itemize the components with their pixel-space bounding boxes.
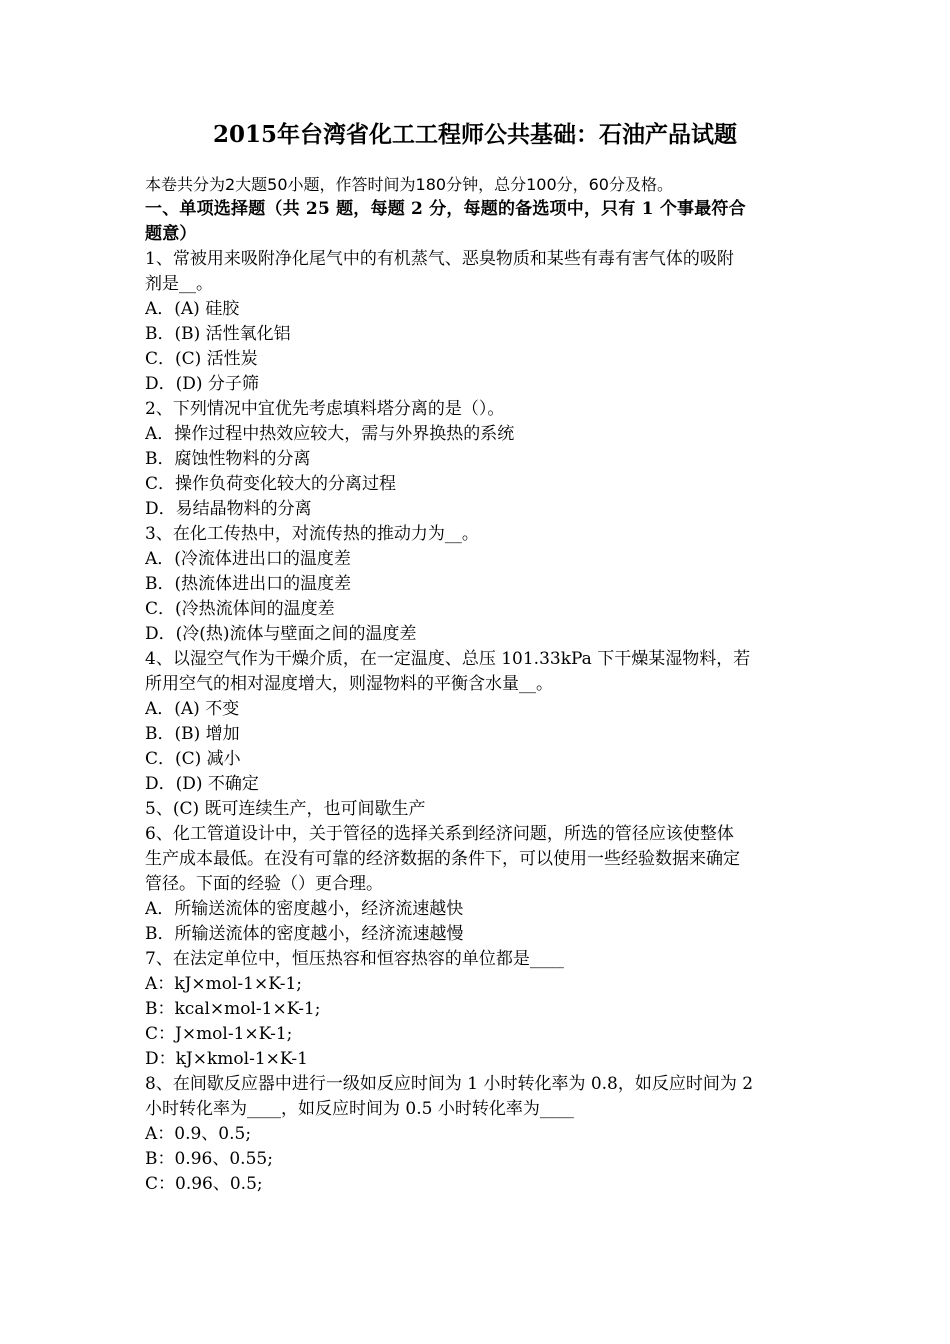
option-line: B：0.96、0.55;: [145, 1149, 273, 1169]
option-line: B．(热流体进出口的温度差: [145, 574, 352, 594]
question-line: 8、在间歇反应器中进行一级如反应时间为 1 小时转化率为 0.8，如反应时间为 2: [145, 1074, 754, 1094]
option-line: C：J×mol-1×K-1;: [145, 1024, 293, 1044]
question-line: 5、(C) 既可连续生产，也可间歇生产: [145, 799, 426, 819]
option-line: A．所输送流体的密度越小，经济流速越快: [145, 899, 464, 919]
question-line: 所用空气的相对湿度增大，则湿物料的平衡含水量__。: [145, 674, 553, 694]
option-line: A．(冷流体进出口的温度差: [145, 549, 351, 569]
option-line: B．(B) 活性氧化铝: [145, 324, 291, 344]
option-line: C．(C) 活性炭: [145, 349, 258, 369]
question-line: 3、在化工传热中，对流传热的推动力为__。: [145, 524, 479, 544]
option-line: A．操作过程中热效应较大，需与外界换热的系统: [145, 424, 515, 444]
question-line: 小时转化率为____，如反应时间为 0.5 小时转化率为____: [145, 1099, 574, 1119]
option-line: A：kJ×mol-1×K-1;: [145, 974, 302, 994]
option-line: A．(A) 硅胶: [145, 299, 240, 319]
option-line: C．操作负荷变化较大的分离过程: [145, 474, 397, 494]
option-line: A．(A) 不变: [145, 699, 240, 719]
document-title: 2015年台湾省化工工程师公共基础：石油产品试题: [212, 121, 737, 148]
option-line: B．腐蚀性物料的分离: [145, 449, 311, 469]
question-line: 生产成本最低。在没有可靠的经济数据的条件下，可以使用一些经验数据来确定: [145, 849, 740, 869]
section-heading: 一、单项选择题（共 25 题，每题 2 分，每题的备选项中，只有 1 个事最符合: [145, 199, 746, 219]
option-line: B：kcal×mol-1×K-1;: [145, 999, 321, 1019]
question-line: 1、常被用来吸附净化尾气中的有机蒸气、恶臭物质和某些有毒有害气体的吸附: [145, 249, 734, 269]
option-line: C．(C) 减小: [145, 749, 241, 769]
question-line: 4、以湿空气作为干燥介质，在一定温度、总压 101.33kPa 下干燥某湿物料，若: [145, 649, 751, 669]
option-line: D．(D) 不确定: [145, 774, 259, 794]
document-body: [145, 172, 810, 1197]
option-line: C．(冷热流体间的温度差: [145, 599, 335, 619]
question-line: 2、下列情况中宜优先考虑填料塔分离的是（）。: [145, 399, 505, 419]
question-line: 7、在法定单位中，恒压热容和恒容热容的单位都是____: [145, 949, 564, 969]
section-heading: 题意）: [145, 224, 197, 244]
option-line: A：0.9、0.5;: [145, 1124, 252, 1144]
option-line: D．易结晶物料的分离: [145, 499, 312, 519]
option-line: D：kJ×kmol-1×K-1: [145, 1049, 308, 1069]
option-line: C：0.96、0.5;: [145, 1174, 263, 1194]
option-line: D．(D) 分子筛: [145, 374, 259, 394]
option-line: D．(冷(热)流体与壁面之间的温度差: [145, 624, 417, 644]
question-line: 管径。下面的经验（）更合理。: [145, 874, 383, 894]
exam-instructions: 本卷共分为2大题50小题，作答时间为180分钟，总分100分，60分及格。: [145, 175, 673, 194]
question-line: 6、化工管道设计中，关于管径的选择关系到经济问题，所选的管径应该使整体: [145, 824, 734, 844]
question-line: 剂是__。: [145, 274, 213, 294]
option-line: B．所输送流体的密度越小，经济流速越慢: [145, 924, 464, 944]
option-line: B．(B) 增加: [145, 724, 240, 744]
